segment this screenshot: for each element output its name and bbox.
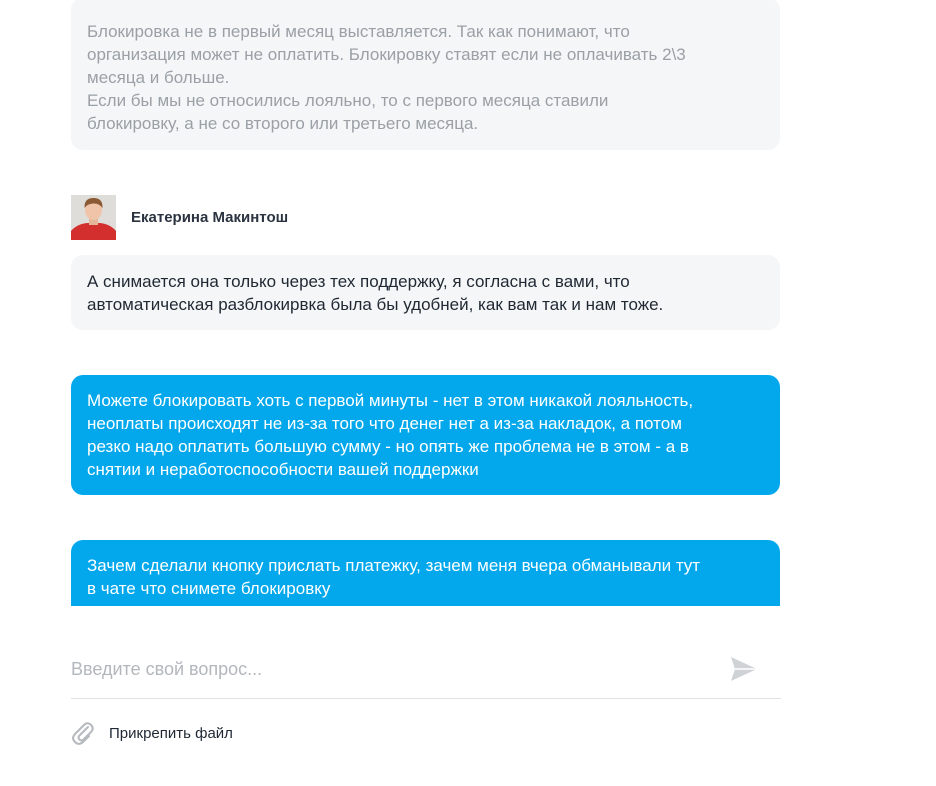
message-bubble-outgoing — [71, 375, 780, 495]
agent-name: Екатерина Макинтош — [131, 209, 289, 226]
avatar — [71, 195, 116, 240]
message-line: месяца и больше. — [87, 68, 230, 87]
send-button[interactable] — [727, 654, 761, 684]
message-line: А снимается она только через тех поддержку, я согласна с вами, что — [87, 272, 630, 291]
message-line: автоматическая разблокирвка была бы удобней, как вам так и нам тоже. — [87, 295, 664, 314]
message-composer — [71, 648, 781, 699]
message-line: Зачем сделали кнопку прислать платежку, зачем меня вчера обманывали тут — [87, 556, 701, 575]
attach-file-button[interactable] — [71, 718, 233, 748]
message-line: неоплаты происходят не из-за того что денег нет а из-за накладок, а потом — [87, 414, 682, 433]
send-icon — [730, 656, 758, 682]
message-bubble-outgoing — [71, 540, 780, 606]
message-bubble-incoming — [71, 255, 780, 330]
message-line: Можете блокировать хоть с первой минуты - нет в этом никакой лояльность, — [87, 391, 694, 410]
paperclip-icon — [71, 720, 95, 746]
message-line: Блокировка не в первый месяц выставляется. Так как понимают, что — [87, 22, 630, 41]
message-bubble-incoming — [71, 0, 780, 150]
question-input[interactable] — [71, 648, 711, 690]
message-line: блокировку, а не со второго или третьего месяца. — [87, 114, 479, 133]
message-line: резко надо оплатить большую сумму - но опять же проблема не в этом - а в — [87, 437, 689, 456]
message-line: Если бы мы не относились лояльно, то с первого месяца ставили — [87, 91, 609, 110]
message-line: снятии и неработоспособности вашей поддержки — [87, 460, 479, 479]
agent-header — [71, 195, 288, 240]
message-line: в чате что снимете блокировку — [87, 579, 331, 598]
message-line: организация может не оплатить. Блокировку ставят если не оплачивать 2\3 — [87, 45, 686, 64]
attach-file-label: Прикрепить файл — [109, 724, 233, 742]
